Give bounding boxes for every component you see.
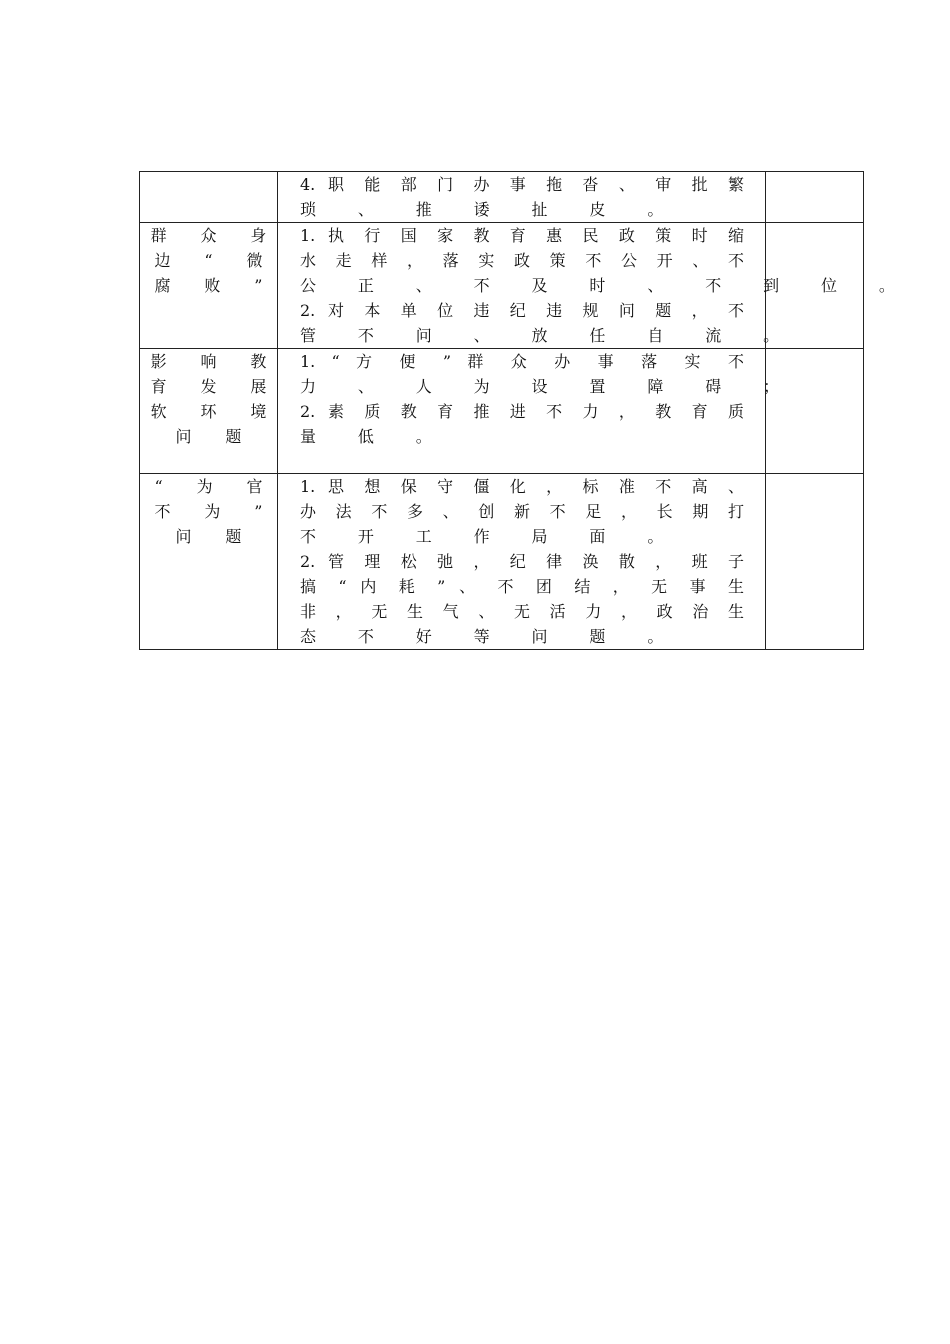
items-cell — [278, 474, 766, 650]
category-cell — [140, 474, 278, 650]
item-line: 2. 素 质 教 育 推 进 不 力 ， 教 育 质 — [300, 402, 744, 421]
problem-table — [139, 171, 914, 650]
category-line: 边 “ 微 — [154, 251, 277, 270]
table-row — [140, 172, 864, 223]
table-row — [140, 349, 864, 474]
item-line: 2. 管 理 松 弛 ， 纪 律 涣 散 ， 班 子 — [300, 552, 744, 571]
category-cell — [140, 172, 278, 223]
category-line: 问 题 — [175, 427, 256, 446]
category-line: 不 为 ” — [154, 502, 277, 521]
item-line: 量 低 。 — [300, 427, 451, 446]
items-cell — [278, 172, 766, 223]
note-cell — [766, 349, 864, 474]
item-line: 非 ， 无 生 气 、 无 活 力 ， 政 治 生 — [300, 602, 744, 621]
items-cell — [278, 223, 914, 349]
item-line: 管 不 问 、 放 任 自 流 。 — [300, 326, 798, 345]
note-cell — [766, 474, 864, 650]
category-line: 育 发 展 — [150, 377, 281, 396]
category-line: 影 响 教 — [150, 352, 281, 371]
item-line: 不 开 工 作 局 面 。 — [300, 527, 682, 546]
item-line: 水 走 样 ， 落 实 政 策 不 公 开 、 不 — [300, 251, 744, 270]
category-line: “ 为 官 — [154, 477, 277, 496]
item-line: 办 法 不 多 、 创 新 不 足 ， 长 期 打 — [300, 502, 744, 521]
item-line: 1. 执 行 国 家 教 育 惠 民 政 策 时 缩 — [300, 226, 744, 245]
item-line: 力 、 人 为 设 置 障 碍 ； — [300, 377, 798, 396]
item-line: 公 正 、 不 及 时 、 不 到 位 。 — [300, 276, 914, 295]
category-cell — [140, 223, 281, 349]
item-line: 态 不 好 等 问 题 。 — [300, 627, 682, 646]
category-line: 软 环 境 — [150, 402, 281, 421]
category-cell — [140, 349, 281, 474]
table-row — [140, 223, 864, 349]
item-line: 1. 思 想 保 守 僵 化 ， 标 准 不 高 、 — [300, 477, 744, 496]
category-line: 群 众 身 — [150, 226, 281, 245]
table-row — [140, 474, 864, 650]
item-line: 1. “ 方 便 ” 群 众 办 事 落 实 不 — [300, 352, 744, 371]
category-line: 腐 败 ” — [154, 276, 277, 295]
category-line: 问 题 — [175, 527, 256, 546]
note-cell — [766, 172, 864, 223]
item-line: 搞 “ 内 耗 ” 、 不 团 结 ， 无 事 生 — [300, 577, 744, 596]
item-line: 4. 职 能 部 门 办 事 拖 沓 、 审 批 繁 — [300, 175, 744, 194]
item-line: 琐 、 推 诿 扯 皮 。 — [300, 200, 682, 219]
items-cell — [278, 349, 798, 474]
item-line: 2. 对 本 单 位 违 纪 违 规 问 题 ， 不 — [300, 301, 744, 320]
